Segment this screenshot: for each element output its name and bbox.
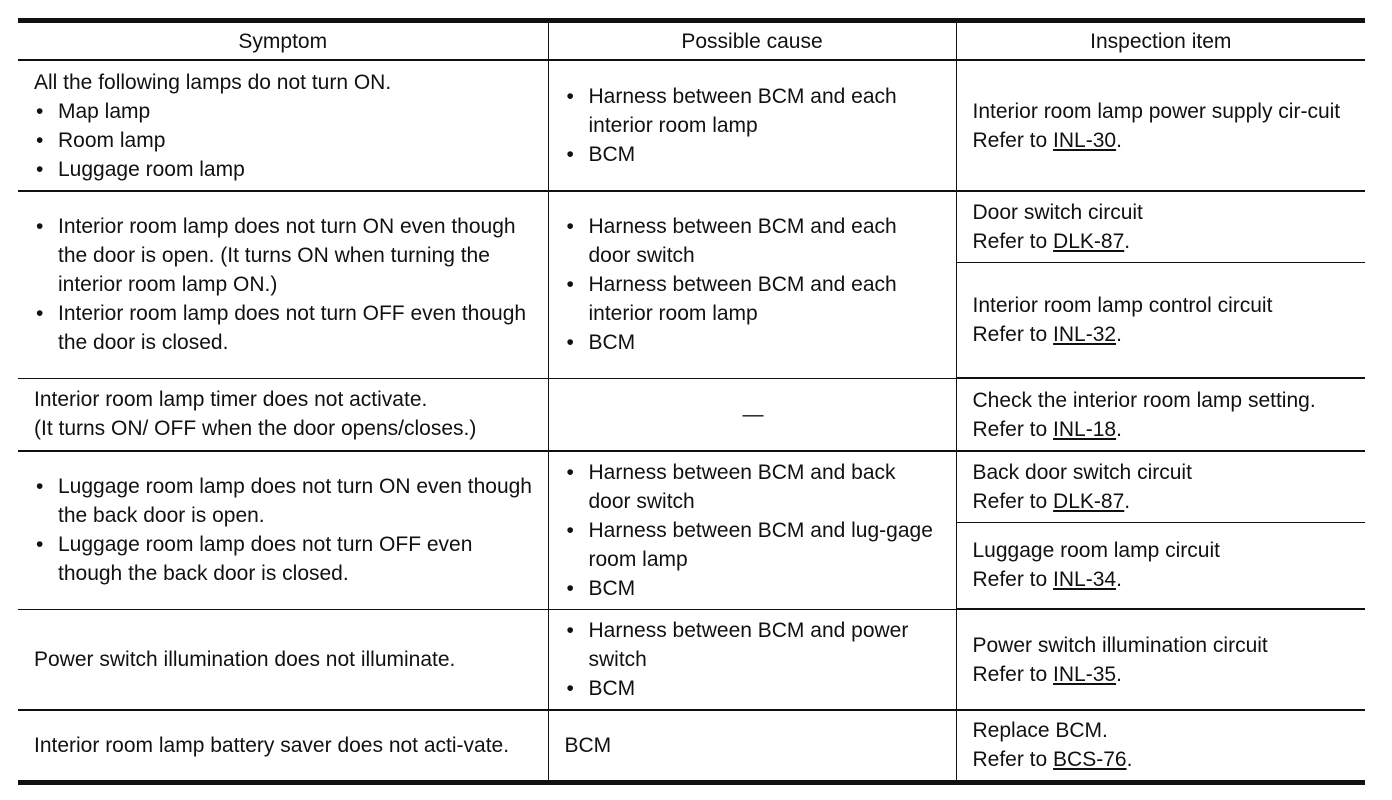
table-row [18,378,1365,451]
symptom-bullet: • Luggage room lamp [34,155,534,184]
symptom-text: Interior room lamp battery saver does not acti-vate. [34,733,510,757]
inspection-text: Luggage room lamp circuit [972,539,1220,563]
inspection-text: Check the interior room lamp setting. [972,388,1316,412]
cause-bullet: • BCM [565,328,942,357]
header-inspection-item: Inspection item [956,21,1365,61]
bcs-76-link[interactable]: BCS-76 [1053,748,1127,772]
symptom-cell [18,60,548,191]
refer-prefix: Refer to [972,748,1054,772]
refer-prefix: Refer to [972,417,1054,441]
refer-line: Refer to INL-35. [972,662,1122,686]
refer-prefix: Refer to [972,662,1054,686]
dlk-87-link[interactable]: DLK-87 [1053,229,1125,253]
symptom-list [34,97,534,184]
symptom-cell [18,191,548,378]
symptom-bullet: • Map lamp [34,97,534,126]
symptom-cell [18,609,548,710]
refer-prefix: Refer to [972,489,1054,513]
header-possible-cause: Possible cause [548,21,956,61]
refer-line: Refer to INL-34. [972,568,1122,592]
inspection-cell [956,60,1365,191]
inl-35-link[interactable]: INL-35 [1053,662,1117,686]
cause-bullet: • Harness between BCM and back door switch [565,458,942,516]
refer-prefix: Refer to [972,322,1054,346]
refer-line: Refer to BCS-76. [972,748,1133,772]
dlk-87-link[interactable]: DLK-87 [1053,489,1125,513]
cause-bullet: • BCM [565,574,942,603]
inspection-text: Interior room lamp power supply cir-cuit [972,99,1341,123]
inspection-cell [956,451,1365,522]
table-row [18,60,1365,191]
inspection-cell [956,710,1365,782]
refer-line: Refer to DLK-87. [972,489,1131,513]
inspection-cell [956,262,1365,378]
inspection-text: Door switch circuit [972,200,1143,224]
diagnosis-table [18,18,1365,785]
symptom-list [34,472,534,588]
inspection-text: Power switch illumination circuit [972,633,1268,657]
cause-cell: BCM [548,710,956,782]
symptom-text: (It turns ON/ OFF when the door opens/closes.) [34,417,477,441]
symptom-bullet: • Luggage room lamp does not turn OFF even though the back door is closed. [34,530,534,588]
symptom-cell [18,710,548,782]
inspection-cell [956,191,1365,262]
inspection-cell [956,522,1365,609]
symptom-bullet: • Room lamp [34,126,534,155]
symptom-bullet: • Interior room lamp does not turn ON even though the door is open. (It turns ON when turning the interior room lamp ON.) [34,212,534,299]
cause-cell [548,609,956,710]
cause-list [565,212,942,357]
header-symptom: Symptom [18,21,548,61]
symptom-cell [18,451,548,609]
cause-list [565,82,942,169]
symptom-bullet: • Interior room lamp does not turn OFF even though the door is closed. [34,299,534,357]
symptom-bullet: • Luggage room lamp does not turn ON even though the back door is open. [34,472,534,530]
cause-cell: — [548,378,956,451]
cause-list [565,616,942,703]
inl-34-link[interactable]: INL-34 [1053,568,1117,592]
symptom-text: All the following lamps do not turn ON. [34,70,392,94]
table-row [18,451,1365,522]
symptom-cell [18,378,548,451]
cause-cell [548,191,956,378]
header-row [18,21,1365,61]
cause-bullet: • Harness between BCM and each door switch [565,212,942,270]
table-row [18,191,1365,262]
cause-bullet: • BCM [565,674,942,703]
inspection-cell [956,609,1365,710]
inspection-text: Back door switch circuit [972,460,1192,484]
cause-bullet: • Harness between BCM and each interior room lamp [565,82,942,140]
inl-32-link[interactable]: INL-32 [1053,322,1117,346]
refer-line: Refer to INL-30. [972,128,1122,152]
refer-line: Refer to DLK-87. [972,229,1131,253]
table-row [18,710,1365,782]
refer-prefix: Refer to [972,229,1054,253]
inspection-text: Interior room lamp control circuit [972,293,1273,317]
cause-bullet: • Harness between BCM and each interior room lamp [565,270,942,328]
refer-prefix: Refer to [972,568,1054,592]
cause-bullet: • Harness between BCM and power switch [565,616,942,674]
symptom-list [34,212,534,357]
inspection-cell [956,378,1365,451]
cause-cell [548,60,956,191]
refer-prefix: Refer to [972,128,1054,152]
symptom-text: Interior room lamp timer does not activate. [34,388,428,412]
refer-line: Refer to INL-32. [972,322,1122,346]
cause-cell [548,451,956,609]
refer-line: Refer to INL-18. [972,417,1122,441]
cause-list [565,458,942,603]
inl-18-link[interactable]: INL-18 [1053,417,1117,441]
inl-30-link[interactable]: INL-30 [1053,128,1117,152]
inspection-text: Replace BCM. [972,719,1108,743]
symptom-text: Power switch illumination does not illuminate. [34,647,456,671]
table-row [18,609,1365,710]
cause-bullet: • Harness between BCM and lug-gage room lamp [565,516,942,574]
cause-bullet: • BCM [565,140,942,169]
